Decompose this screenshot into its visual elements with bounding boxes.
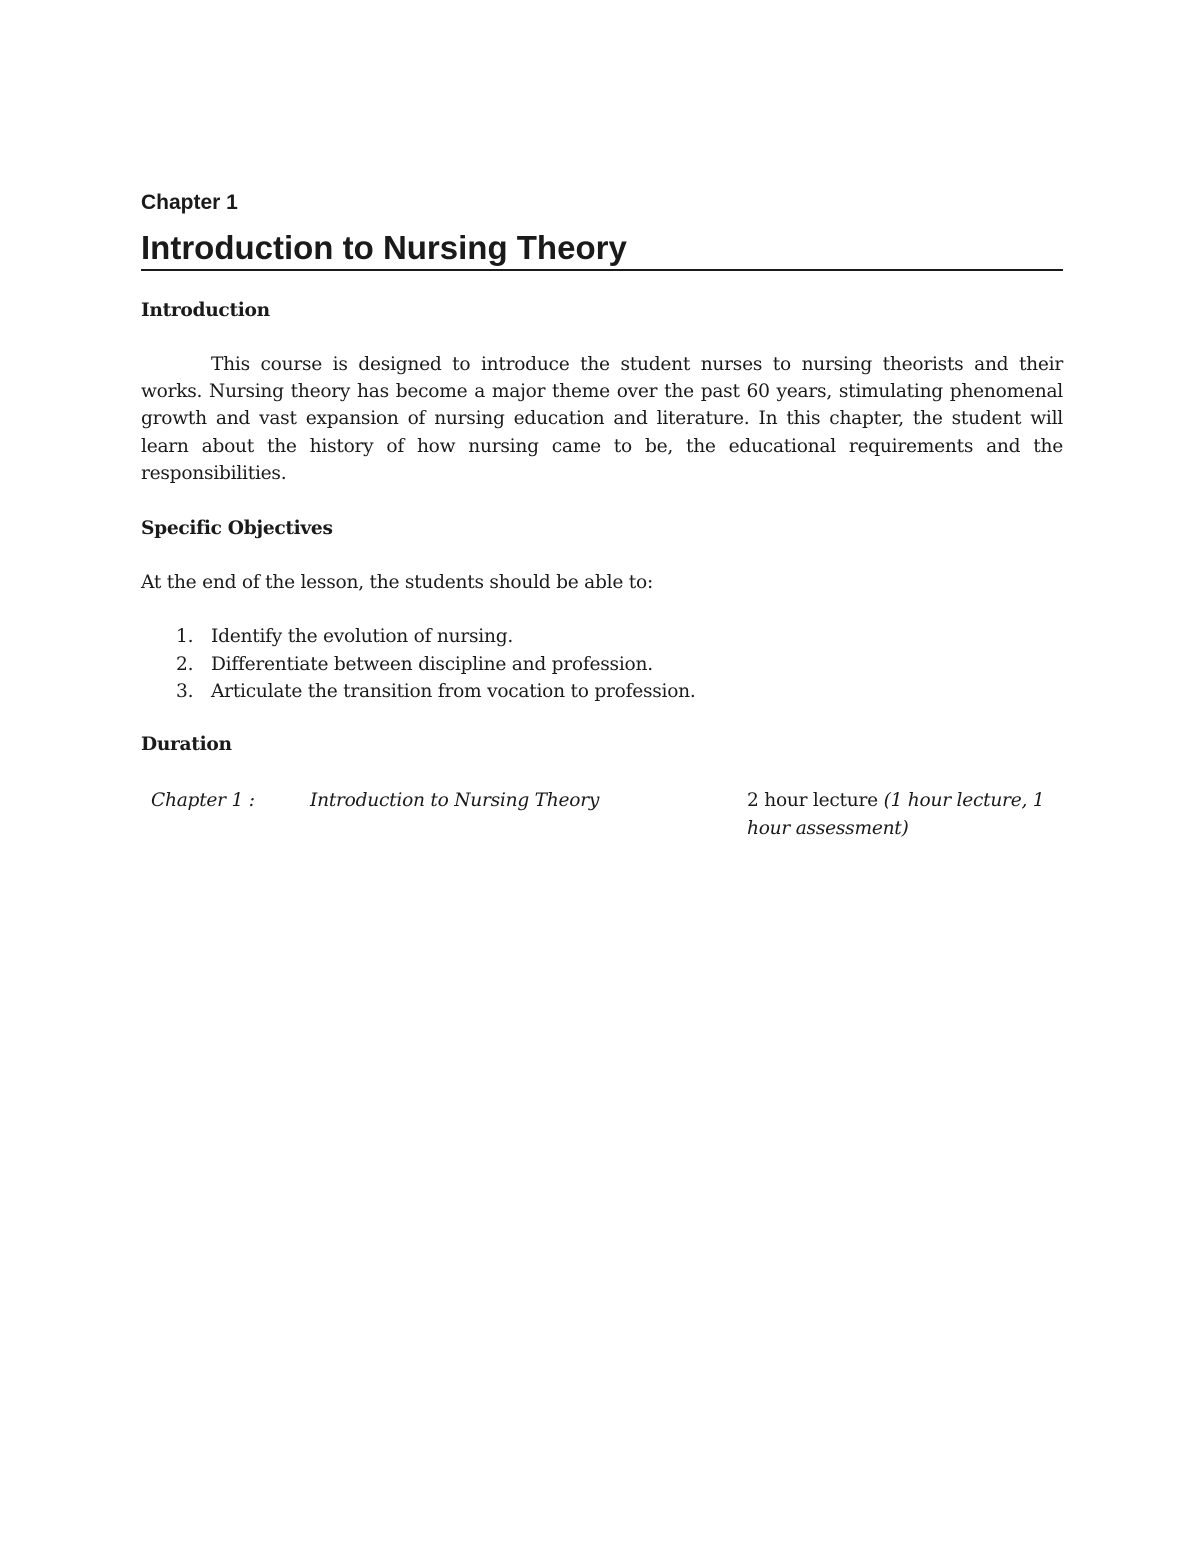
list-item-number: 2. <box>176 653 194 675</box>
duration-time-plain: 2 hour lecture <box>747 790 884 811</box>
list-item-text: Identify the evolution of nursing. <box>211 626 514 647</box>
duration-heading: Duration <box>141 734 232 755</box>
objectives-heading: Specific Objectives <box>141 518 333 539</box>
introduction-paragraph: This course is designed to introduce the student nurses to nursing theorists and their works. Nursing theory has become a major theme over the past 60 years, stimulating phenomenal growth and vast expansion of nursing education and literature. In this chapter, the student will learn about the history of how nursing came to be, the educational requirements and the responsibilities. <box>141 354 1063 484</box>
list-item <box>141 651 696 679</box>
objectives-lead: At the end of the lesson, the students should be able to: <box>141 572 653 593</box>
list-item-text: Differentiate between discipline and profession. <box>211 653 653 675</box>
list-item-number: 1. <box>176 626 194 647</box>
chapter-title: Introduction to Nursing Theory <box>141 228 1063 271</box>
objectives-list <box>141 623 696 706</box>
duration-chapter-cell: Chapter 1 : <box>151 790 255 811</box>
document-page <box>141 0 1063 1553</box>
list-item <box>141 678 696 706</box>
introduction-heading: Introduction <box>141 300 270 321</box>
list-item-text: Articulate the transition from vocation to profession. <box>211 681 696 702</box>
duration-time-cell <box>747 787 1063 842</box>
chapter-label: Chapter 1 <box>141 191 238 214</box>
list-item-number: 3. <box>176 681 194 702</box>
duration-topic-cell: Introduction to Nursing Theory <box>310 790 600 811</box>
list-item <box>141 623 696 651</box>
duration-time-breakdown: (1 hour lecture, 1 hour assessment) <box>747 790 1045 839</box>
